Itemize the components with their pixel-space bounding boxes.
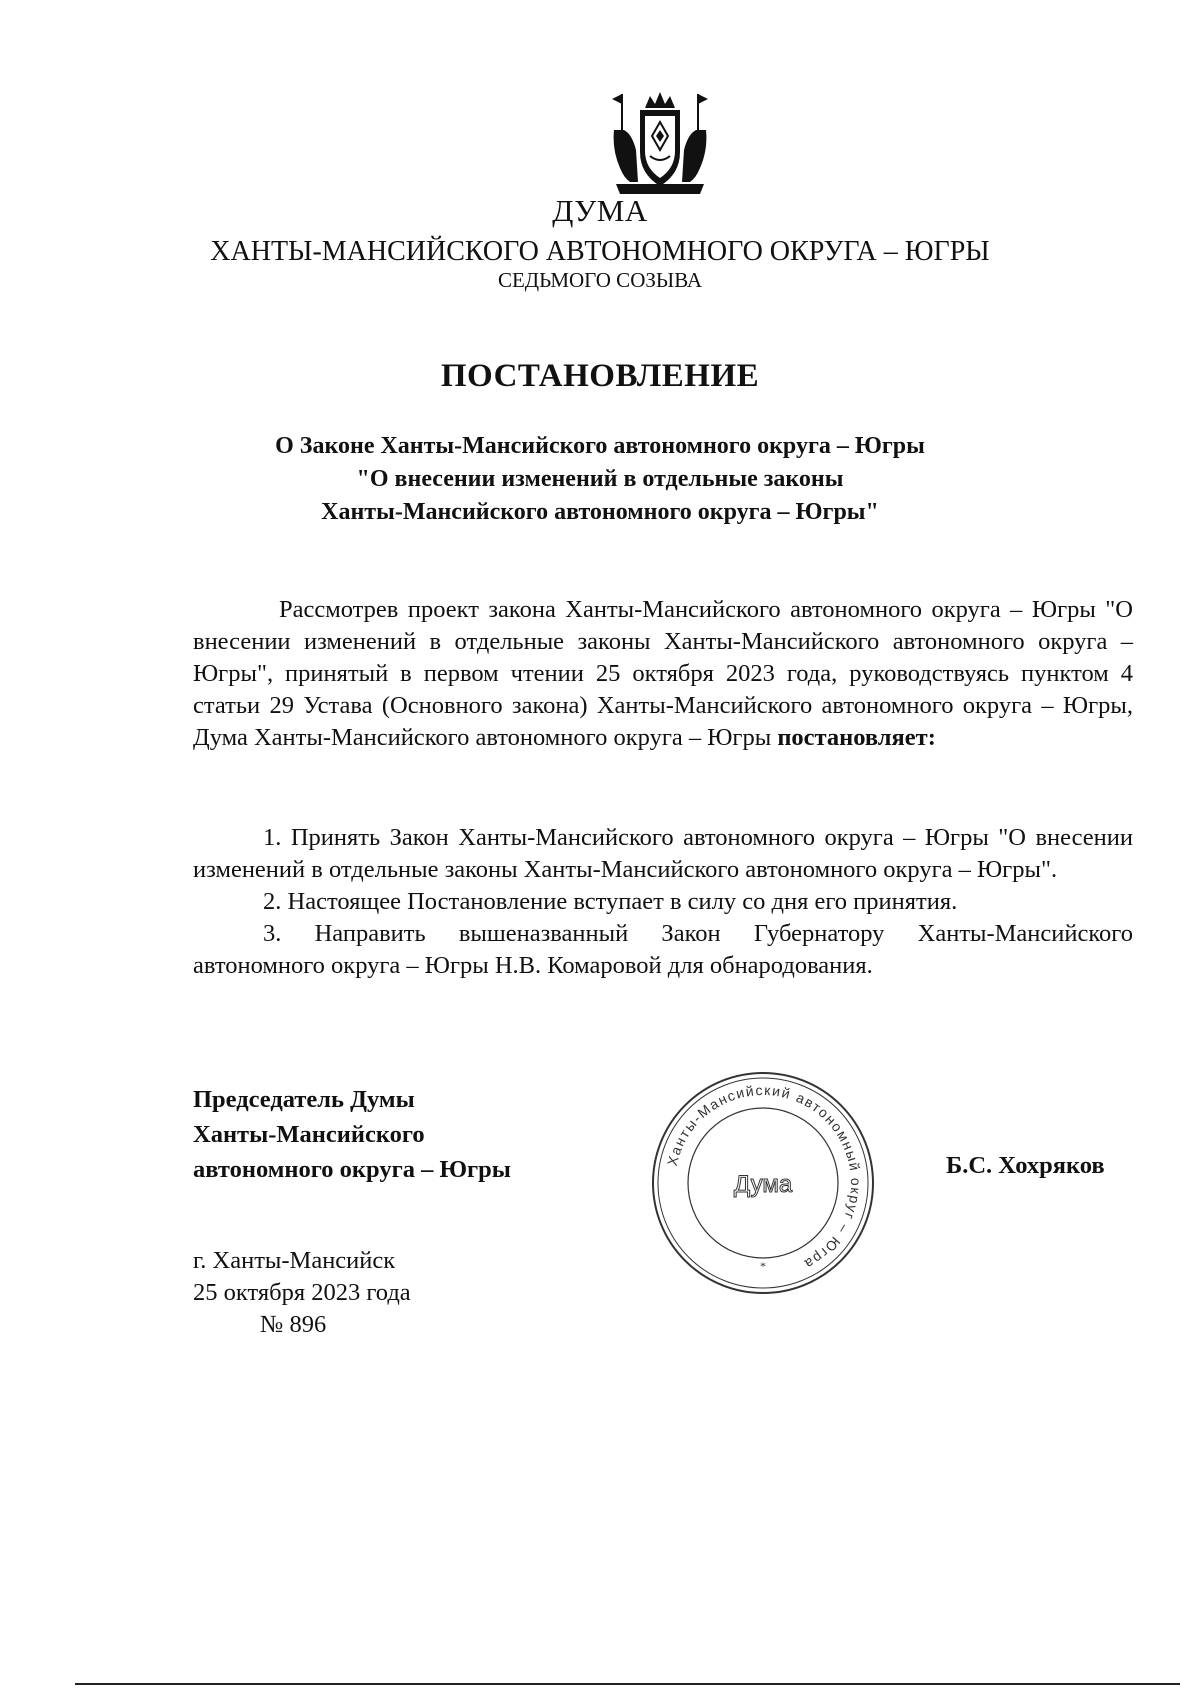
resolution-item: 2. Настоящее Постановление вступает в силу со дня его принятия.	[263, 888, 958, 915]
organization-convocation: СЕДЬМОГО СОЗЫВА	[497, 268, 703, 292]
preamble-emphasis: постановляет:	[777, 724, 936, 751]
resolution-item: 1. Принять Закон Ханты-Мансийского автономного округа – Югры "О внесении изменений в отдельные законы Ханты-Мансийского автономного округа – Югры".	[193, 824, 1133, 883]
official-seal	[648, 1068, 878, 1298]
document-type-heading: ПОСТАНОВЛЕНИЕ	[440, 358, 760, 394]
document-date: 25 октября 2023 года	[193, 1279, 411, 1306]
seal-ring-text: Ханты-Мансийский автономный округ – Югра	[663, 1081, 865, 1274]
preamble-paragraph	[193, 594, 1133, 754]
resolution-item: 3. Направить вышеназванный Закон Губернатору Ханты-Мансийского автономного округа – Югры Н.В. Комаровой для обнародования.	[193, 920, 1133, 979]
organization-subtitle: ХАНТЫ-МАНСИЙСКОГО АВТОНОМНОГО ОКРУГА – ЮГРЫ	[210, 236, 990, 267]
resolution-items	[193, 822, 1133, 982]
document-subject	[0, 430, 1200, 529]
document-city: г. Ханты-Мансийск	[193, 1247, 396, 1274]
seal-center-text: Дума	[733, 1171, 793, 1198]
signatory-position	[193, 1082, 511, 1187]
document-subject-line: "О внесении изменений в отдельные законы	[356, 466, 844, 492]
signatory-position-line: Ханты-Мансийского	[193, 1121, 425, 1148]
coat-of-arms-emblem	[610, 90, 710, 198]
place-and-date	[193, 1245, 411, 1341]
signatory-position-line: Председатель Думы	[193, 1086, 415, 1113]
document-number: № 896	[260, 1311, 327, 1338]
preamble-text: Рассмотрев проект закона Ханты-Мансийского автономного округа – Югры "О внесении изменений в отдельные законы Ханты-Мансийского автономного округа – Югры", принятый в первом чтении 25 октября 2023 года, руководствуясь пунктом 4 статьи 29 Устава (Основного закона) Ханты-Мансийского автономного округа – Югры, Дума Ханты-Мансийского автономного округа – Югры	[193, 596, 1133, 751]
signatory-position-line: автономного округа – Югры	[193, 1156, 511, 1183]
document-subject-line: О Законе Ханты-Мансийского автономного округа – Югры	[275, 433, 925, 459]
svg-text:*: *	[760, 1259, 766, 1273]
footer-divider	[75, 1683, 1180, 1685]
document-subject-line: Ханты-Мансийского автономного округа – Югры"	[321, 499, 879, 525]
signatory-name: Б.С. Хохряков	[946, 1152, 1105, 1179]
organization-title: ДУМА	[552, 193, 648, 228]
